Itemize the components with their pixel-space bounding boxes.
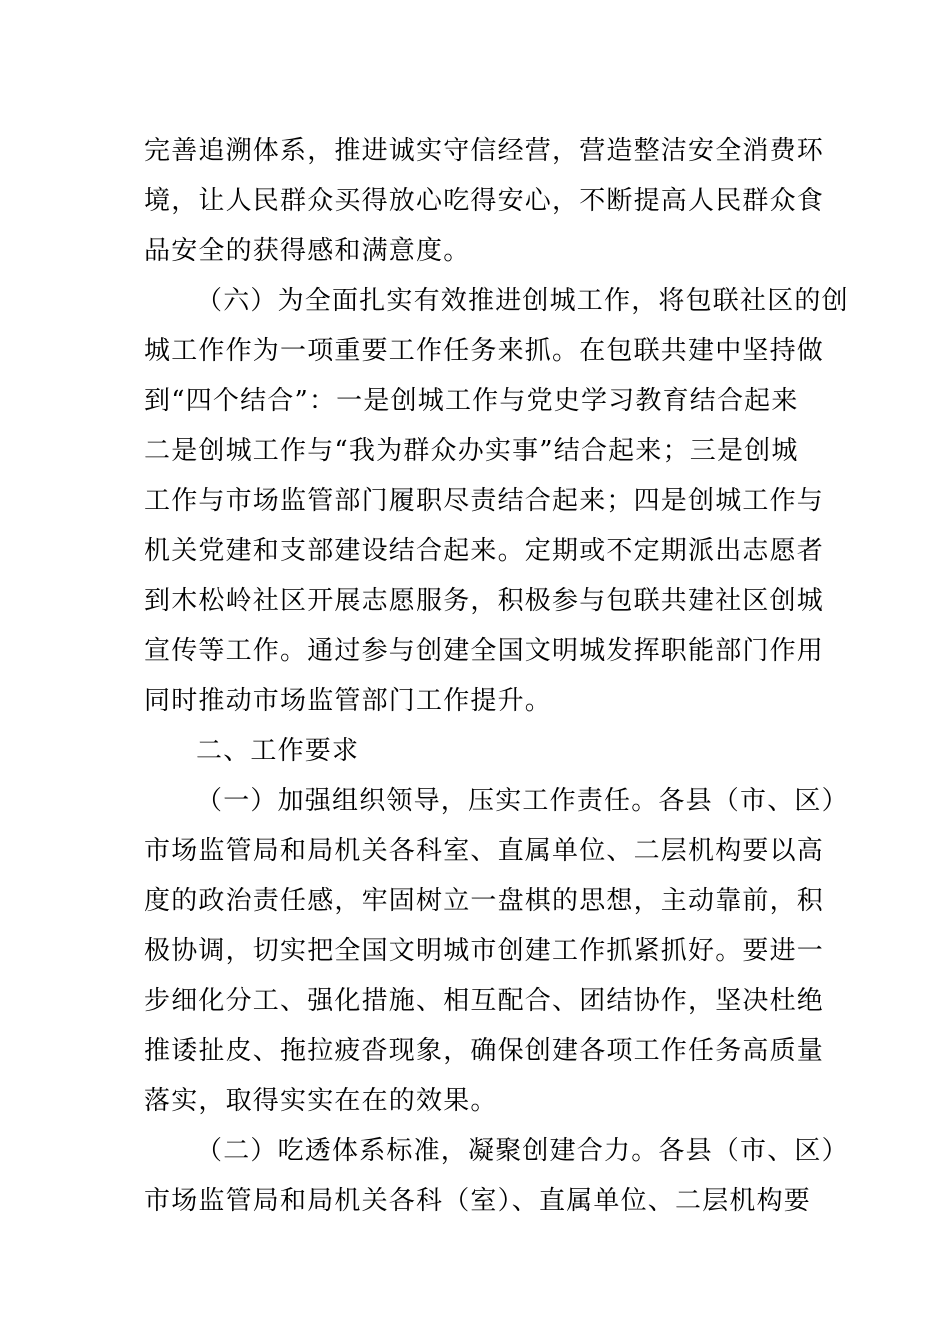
- text-line: 市场监管局和局机关各科室、直属单位、二层机构要以高: [144, 836, 825, 866]
- paragraph-item-six: [144, 276, 849, 726]
- text-line: （六）为全面扎实有效推进创城工作，将包联社区的创: [196, 286, 849, 316]
- text-line: 机关党建和支部建设结合起来。定期或不定期派出志愿者: [144, 536, 825, 566]
- paragraph-item-one: [144, 776, 849, 1126]
- text-line: 市场监管局和局机关各科（室）、直属单位、二层机构要: [144, 1186, 812, 1216]
- text-line: 到木松岭社区开展志愿服务，积极参与包联共建社区创城: [144, 586, 825, 616]
- text-line: 城工作作为一项重要工作任务来抓。在包联共建中坚持做: [144, 336, 825, 366]
- paragraph-item-two: [144, 1126, 849, 1226]
- text-line: 宣传等工作。通过参与创建全国文明城发挥职能部门作用: [144, 636, 825, 666]
- text-line: 二是创城工作与“我为群众办实事”结合起来；三是创城: [144, 436, 799, 466]
- text-line: 度的政治责任感，牢固树立一盘棋的思想，主动靠前，积: [144, 886, 825, 916]
- text-line: 步细化分工、强化措施、相互配合、团结协作，坚决杜绝: [144, 986, 825, 1016]
- text-line: 推诿扯皮、拖拉疲沓现象，确保创建各项工作任务高质量: [144, 1036, 825, 1066]
- section-heading: 二、工作要求: [196, 736, 360, 766]
- document-page: [144, 126, 849, 1226]
- section-heading-work-requirements: [144, 726, 810, 776]
- text-line: （二）吃透体系标准，凝聚创建合力。各县（市、区）: [196, 1136, 849, 1166]
- text-line: 到“四个结合”：一是创城工作与党史学习教育结合起来: [144, 386, 799, 416]
- text-line: 工作与市场监管部门履职尽责结合起来；四是创城工作与: [144, 486, 825, 516]
- text-line: 同时推动市场监管部门工作提升。: [144, 686, 553, 716]
- text-line: 极协调，切实把全国文明城市创建工作抓紧抓好。要进一: [144, 936, 825, 966]
- text-line: 落实，取得实实在在的效果。: [144, 1086, 498, 1116]
- text-line: 境，让人民群众买得放心吃得安心，不断提高人民群众食: [144, 186, 825, 216]
- paragraph-food-safety: [144, 126, 825, 276]
- text-line: 完善追溯体系，推进诚实守信经营，营造整洁安全消费环: [144, 136, 825, 166]
- text-line: （一）加强组织领导，压实工作责任。各县（市、区）: [196, 786, 849, 816]
- text-line: 品安全的获得感和满意度。: [144, 236, 471, 266]
